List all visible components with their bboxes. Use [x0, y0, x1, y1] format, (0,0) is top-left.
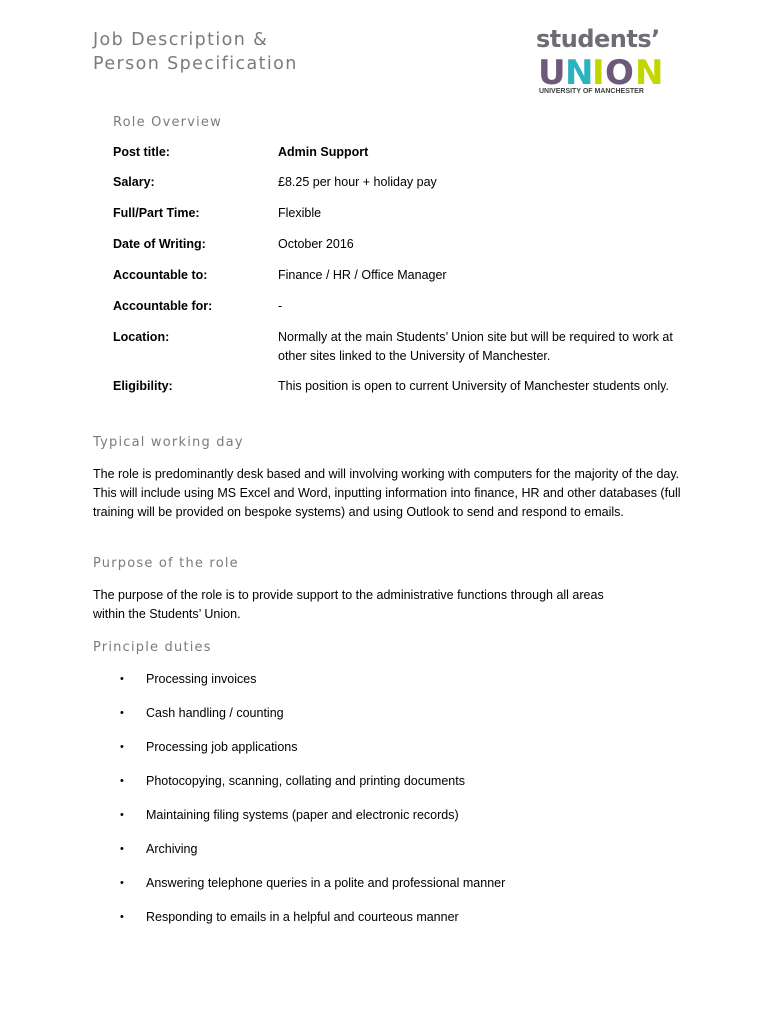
duty-text: Maintaining filing systems (paper and electronic records)	[146, 808, 459, 822]
duty-text: Answering telephone queries in a polite and professional manner	[146, 876, 506, 890]
role-row-label: Accountable for:	[113, 299, 213, 313]
list-item	[120, 702, 680, 736]
duty-text: Photocopying, scanning, collating and printing documents	[146, 774, 465, 788]
list-item	[120, 736, 680, 770]
purpose-heading: Purpose of the role	[93, 556, 239, 571]
duty-text: Processing job applications	[146, 740, 298, 754]
role-row-value: Finance / HR / Office Manager	[278, 268, 447, 282]
duty-text: Cash handling / counting	[146, 706, 284, 720]
duty-text: Responding to emails in a helpful and courteous manner	[146, 910, 459, 924]
typical-day-heading: Typical working day	[93, 435, 244, 450]
logo-union-letter-u: U	[538, 54, 566, 86]
bullet-icon: •	[120, 775, 124, 787]
bullet-icon: •	[120, 741, 124, 753]
logo-union-letter-n: N	[565, 54, 594, 86]
logo-union-letter-n2: N	[635, 54, 664, 86]
typical-day-text: The role is predominantly desk based and will involving working with computers for the majority of the day. This will include using MS Excel and Word, inputting information into finance, HR and other databases (full training will be provided on bespoke systems) and using Outlook to send and respond to emails.	[93, 467, 681, 519]
logo-students-word: students’	[536, 25, 660, 53]
document-title	[93, 28, 298, 76]
logo-union-word	[538, 54, 670, 86]
role-row-value: Normally at the main Students’ Union site but will be required to work at other sites linked to the University of Manchester.	[278, 330, 673, 363]
role-row-value: £8.25 per hour + holiday pay	[278, 175, 437, 189]
logo-union-letter-o: O	[605, 54, 634, 86]
logo-university-subtitle: UNIVERSITY OF MANCHESTER	[539, 88, 644, 95]
students-union-logo	[536, 26, 672, 98]
list-item	[120, 838, 680, 872]
document-title-line-2: Person Specification	[93, 54, 298, 74]
duty-text: Processing invoices	[146, 672, 257, 686]
duties-list	[120, 668, 680, 940]
role-row-label: Full/Part Time:	[113, 206, 200, 220]
list-item	[120, 906, 680, 940]
list-item	[120, 804, 680, 838]
role-row-label: Salary:	[113, 175, 155, 189]
role-overview-heading: Role Overview	[113, 115, 222, 130]
list-item	[120, 668, 680, 702]
role-row-value: -	[278, 299, 283, 313]
role-row-label: Accountable to:	[113, 268, 208, 282]
role-row-value: October 2016	[278, 237, 354, 251]
bullet-icon: •	[120, 673, 124, 685]
document-title-line-1: Job Description &	[93, 30, 269, 50]
role-row-label: Date of Writing:	[113, 237, 206, 251]
role-row-value: This position is open to current University of Manchester students only.	[278, 379, 669, 393]
role-row-label: Location:	[113, 330, 170, 344]
duties-heading: Principle duties	[93, 640, 212, 655]
role-row-label: Eligibility:	[113, 379, 173, 393]
duty-text: Archiving	[146, 842, 198, 856]
logo-union-letter-i: I	[592, 54, 605, 86]
purpose-text: The purpose of the role is to provide support to the administrative functions through all areas within the Students’ Union.	[93, 588, 604, 621]
role-row-value: Flexible	[278, 206, 322, 220]
list-item	[120, 770, 680, 804]
bullet-icon: •	[120, 707, 124, 719]
list-item	[120, 872, 680, 906]
bullet-icon: •	[120, 809, 124, 821]
bullet-icon: •	[120, 877, 124, 889]
bullet-icon: •	[120, 843, 124, 855]
role-row-value: Admin Support	[278, 145, 369, 159]
bullet-icon: •	[120, 911, 124, 923]
role-row-label: Post title:	[113, 145, 170, 159]
